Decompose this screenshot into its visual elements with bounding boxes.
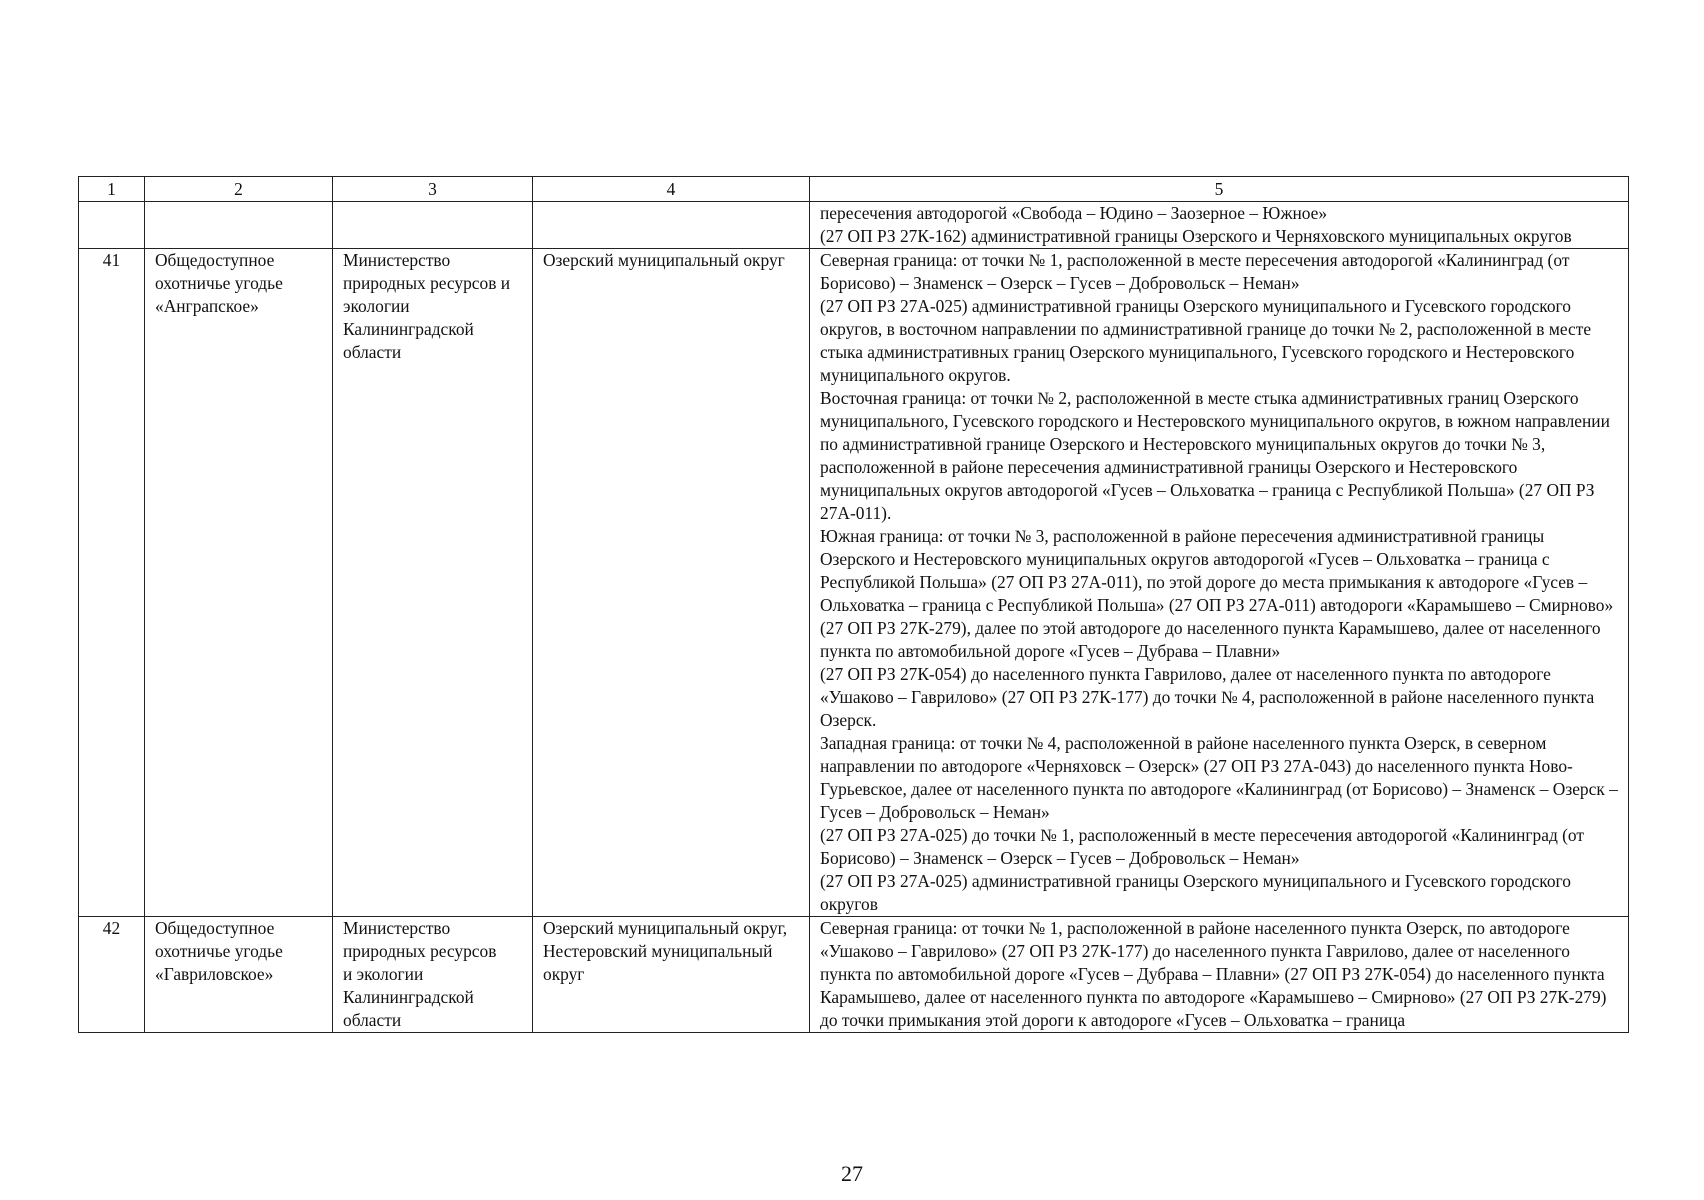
column-number-row <box>79 177 1629 202</box>
cell-name: Общедоступное охотничье угодье «Анграпское» <box>145 249 333 917</box>
column-number-2: 2 <box>145 177 333 202</box>
cell-authority <box>333 202 533 249</box>
column-number-3: 3 <box>333 177 533 202</box>
hunting-grounds-table <box>78 176 1629 1033</box>
cell-number <box>79 202 145 249</box>
column-number-1: 1 <box>79 177 145 202</box>
cell-name: Общедоступное охотничье угодье «Гавриловское» <box>145 917 333 1033</box>
page-number: 27 <box>841 1161 863 1186</box>
table-row <box>79 917 1629 1033</box>
cell-district: Озерский муниципальный округ, Нестеровский муниципальный округ <box>533 917 810 1033</box>
table-row-continuation <box>79 202 1629 249</box>
cell-name <box>145 202 333 249</box>
document-sheet <box>78 176 1628 1033</box>
cell-district: Озерский муниципальный округ <box>533 249 810 917</box>
column-number-4: 4 <box>533 177 810 202</box>
cell-number: 42 <box>79 917 145 1033</box>
column-number-5: 5 <box>810 177 1629 202</box>
table-row <box>79 249 1629 917</box>
cell-authority: Министерство природных ресурсов и экологии Калининградской области <box>333 249 533 917</box>
cell-description: Северная граница: от точки № 1, расположенной в месте пересечения автодорогой «Калининград (от Борисово) – Знаменск – Озерск – Гусев – Добровольск – Неман» (27 ОП РЗ 27А-025) административной границы Озерского муниципального и Гусевского городского округов, в восточном направлении по административной границе до точки № 2, расположенной в месте стыка административных границ Озерского муниципального, Гусевского городского и Нестеровского муниципального округов. Восточная граница: от точки № 2, расположенной в месте стыка административных границ Озерского муниципального, Гусевского городского и Нестеровского муниципального округов, в южном направлении по административной границе Озерского и Нестеровского муниципальных округов до точки № 3, расположенной в районе пересечения административной границы Озерского и Нестеровского муниципальных округов автодорогой «Гусев – Ольховатка – граница с Республикой Польша» (27 ОП РЗ 27А-011). Южная граница: от точки № 3, расположенной в районе пересечения административной границы Озерского и Нестеровского муниципальных округов автодорогой «Гусев – Ольховатка – граница с Республикой Польша» (27 ОП РЗ 27А-011), по этой дороге до места примыкания к автодороге «Гусев – Ольховатка – граница с Республикой Польша» (27 ОП РЗ 27А-011) автодороги «Карамышево – Смирново» (27 ОП РЗ 27К-279), далее по этой автодороге до населенного пункта Карамышево, далее от населенного пункта по автомобильной дороге «Гусев – Дубрава – Плавни» (27 ОП РЗ 27К-054) до населенного пункта Гаврилово, далее от населенного пункта по автодороге «Ушаково – Гаврилово» (27 ОП РЗ 27К-177) до точки № 4, расположенной в районе населенного пункта Озерск. Западная граница: от точки № 4, расположенной в районе населенного пункта Озерск, в северном направлении по автодороге «Черняховск – Озерск» (27 ОП РЗ 27А-043) до населенного пункта Ново-Гурьевское, далее от населенного пункта по автодороге «Калининград (от Борисово) – Знаменск – Озерск – Гусев – Добровольск – Неман» (27 ОП РЗ 27А-025) до точки № 1, расположенный в месте пересечения автодорогой «Калининград (от Борисово) – Знаменск – Озерск – Гусев – Добровольск – Неман» (27 ОП РЗ 27А-025) административной границы Озерского муниципального и Гусевского городского округов <box>810 249 1629 917</box>
cell-district <box>533 202 810 249</box>
cell-description: Северная граница: от точки № 1, расположенной в районе населенного пункта Озерск, по автодороге «Ушаково – Гаврилово» (27 ОП РЗ 27К-177) до населенного пункта Гаврилово, далее от населенного пункта по автомобильной дороге «Гусев – Дубрава – Плавни» (27 ОП РЗ 27К-054) до населенного пункта Карамышево, далее от населенного пункта по автодороге «Карамышево – Смирново» (27 ОП РЗ 27К-279) до точки примыкания этой дороги к автодороге «Гусев – Ольховатка – граница <box>810 917 1629 1033</box>
cell-number: 41 <box>79 249 145 917</box>
cell-authority: Министерство природных ресурсов и экологии Калининградской области <box>333 917 533 1033</box>
cell-description: пересечения автодорогой «Свобода – Юдино – Заозерное – Южное» (27 ОП РЗ 27К-162) административной границы Озерского и Черняховского муниципальных округов <box>810 202 1629 249</box>
